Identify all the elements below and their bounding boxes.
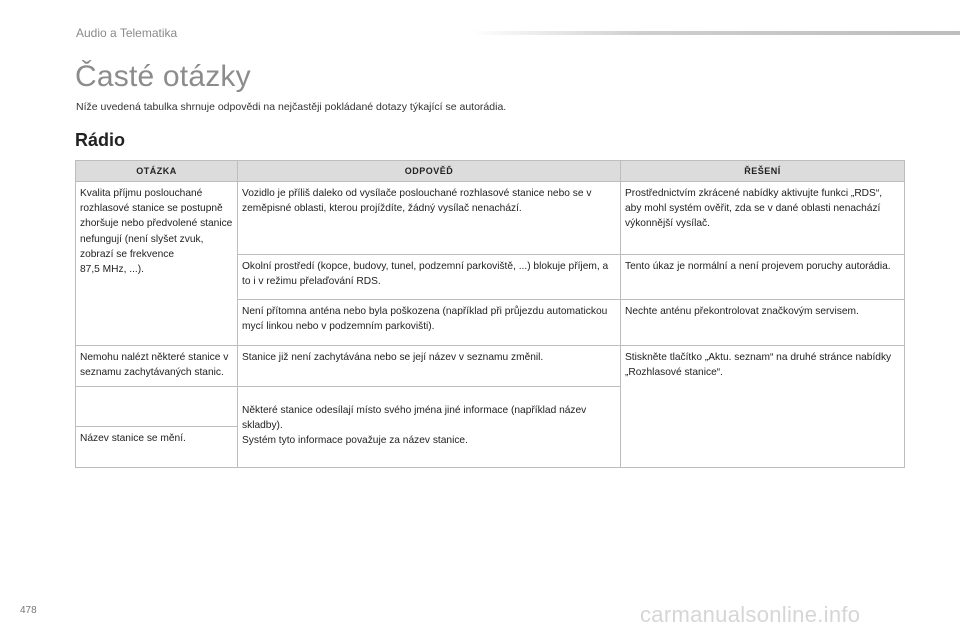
column-header-question: OTÁZKA — [76, 161, 238, 182]
table-header-row — [76, 161, 905, 182]
solution-cell: Tento úkaz je normální a není projevem poruchy autorádia. — [621, 255, 905, 300]
table-row — [76, 182, 905, 255]
answer-cell: Okolní prostředí (kopce, budovy, tunel, podzemní parkoviště, ...) blokuje příjem, a to i v režimu přelaďování RDS. — [238, 255, 621, 300]
solution-cell: Stiskněte tlačítko „Aktu. seznam“ na druhé stránce nabídky „Rozhlasové stanice“. — [621, 346, 905, 468]
answer-cell: Stanice již není zachytávána nebo se její název v seznamu změnil. — [238, 346, 621, 387]
column-header-solution: ŘEŠENÍ — [621, 161, 905, 182]
faq-table — [75, 160, 905, 468]
solution-cell: Nechte anténu překontrolovat značkovým servisem. — [621, 300, 905, 346]
answer-cell: Vozidlo je příliš daleko od vysílače poslouchané rozhlasové stanice nebo se v zeměpisné oblasti, kterou projíždíte, žádný vysílač nenachází. — [238, 182, 621, 255]
question-cell: Kvalita příjmu poslouchané rozhlasové stanice se postupně zhoršuje nebo předvolené stanice nefungují (není slyšet zvuk, zobrazí se frekvence 87,5 MHz, ...). — [76, 182, 238, 346]
table-row — [76, 346, 905, 387]
question-cell: Nemohu nalézt některé stanice v seznamu zachytávaných stanic. — [76, 346, 238, 387]
header-rule — [470, 31, 960, 35]
section-title: Rádio — [75, 130, 126, 150]
column-header-answer: ODPOVĚĎ — [238, 161, 621, 182]
question-cell-empty — [76, 387, 238, 427]
question-cell: Název stanice se mění. — [76, 427, 238, 468]
answer-cell: Není přítomna anténa nebo byla poškozena (například při průjezdu automatickou mycí linkou nebo v podzemním parkovišti). — [238, 300, 621, 346]
watermark: carmanualsonline.info — [640, 602, 861, 627]
intro-text: Níže uvedená tabulka shrnuje odpovědi na nejčastěji pokládané dotazy týkající se autorádia. — [76, 101, 507, 113]
page-number: 478 — [20, 605, 37, 616]
solution-cell: Prostřednictvím zkrácené nabídky aktivujte funkci „RDS“, aby mohl systém ověřit, zda se v dané oblasti nenachází výkonnější vysílač. — [621, 182, 905, 255]
page-title: Časté otázky — [75, 60, 251, 93]
answer-cell: Některé stanice odesílají místo svého jména jiné informace (například název skladby). Systém tyto informace považuje za název stanice. — [238, 387, 621, 468]
header-section-title: Audio a Telematika — [76, 26, 178, 40]
